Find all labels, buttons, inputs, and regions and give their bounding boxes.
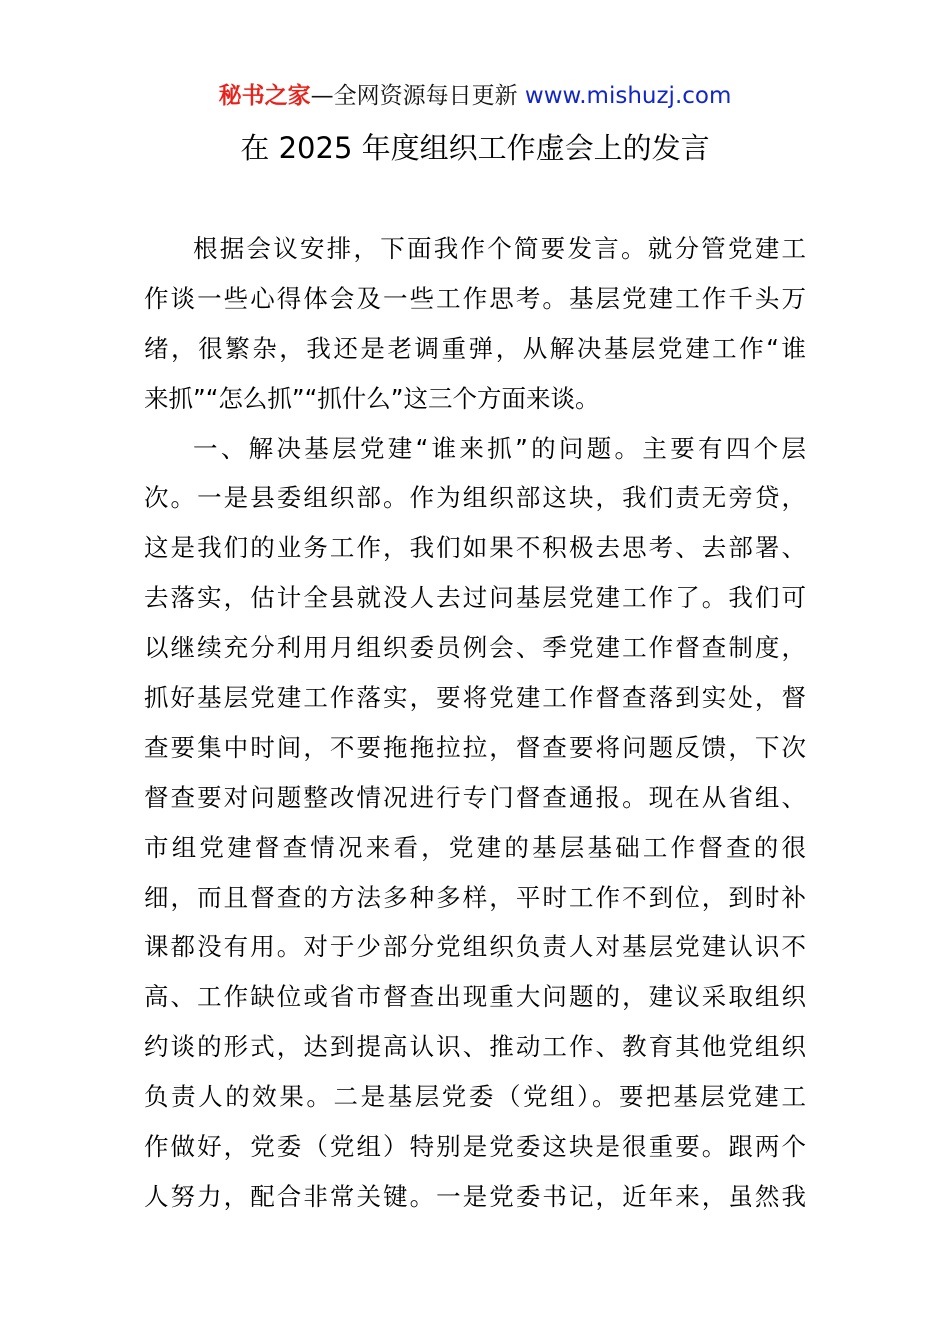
paragraph-line: 市组党建督查情况来看，党建的基层基础工作督查的很 [144,832,806,862]
paragraph-line: 高、工作缺位或省市督查出现重大问题的，建议采取组织 [144,982,806,1012]
paragraph-line: 约谈的形式，达到提高认识、推动工作、教育其他党组织 [144,1032,806,1062]
paragraph-line: 来抓”“怎么抓”“抓什么”这三个方面来谈。 [144,383,600,413]
paragraph-line: 次。一是县委组织部。作为组织部这块，我们责无旁贷， [144,483,806,513]
paragraph-line: 人努力，配合非常关键。一是党委书记，近年来，虽然我 [144,1181,806,1211]
paragraph-line: 一、解决基层党建“谁来抓”的问题。主要有四个层 [193,433,806,463]
paragraph-line: 作谈一些心得体会及一些工作思考。基层党建工作千头万 [144,283,806,313]
site-brand: 秘书之家 [218,83,311,109]
document-body [144,224,806,1222]
site-tagline: —全网资源每日更新 [310,83,518,109]
paragraph-line: 查要集中时间，不要拖拖拉拉，督查要将问题反馈，下次 [144,732,806,762]
paragraph-line: 督查要对问题整改情况进行专门督查通报。现在从省组、 [144,782,806,812]
paragraph-line: 这是我们的业务工作，我们如果不积极去思考、去部署、 [144,533,806,563]
paragraph-line: 作做好，党委（党组）特别是党委这块是很重要。跟两个 [144,1132,806,1162]
document-title: 在 2025 年度组织工作虚会上的发言 [240,131,710,165]
paragraph-line: 细，而且督查的方法多种多样，平时工作不到位，到时补 [144,882,806,912]
paragraph-line: 负责人的效果。二是基层党委（党组）。要把基层党建工 [144,1082,806,1112]
paragraph-line: 课都没有用。对于少部分党组织负责人对基层党建认识不 [144,932,806,962]
paragraph-line: 去落实，估计全县就没人去过问基层党建工作了。我们可 [144,583,806,613]
paragraph-line: 绪，很繁杂，我还是老调重弹，从解决基层党建工作“谁 [144,333,806,363]
site-header [0,80,950,112]
site-url-link[interactable]: www.mishuzj.com [524,83,732,109]
paragraph-line: 根据会议安排，下面我作个简要发言。就分管党建工 [193,234,806,263]
paragraph-line: 抓好基层党建工作落实，要将党建工作督查落到实处，督 [144,683,806,713]
paragraph-line: 以继续充分利用月组织委员例会、季党建工作督查制度， [144,633,806,663]
